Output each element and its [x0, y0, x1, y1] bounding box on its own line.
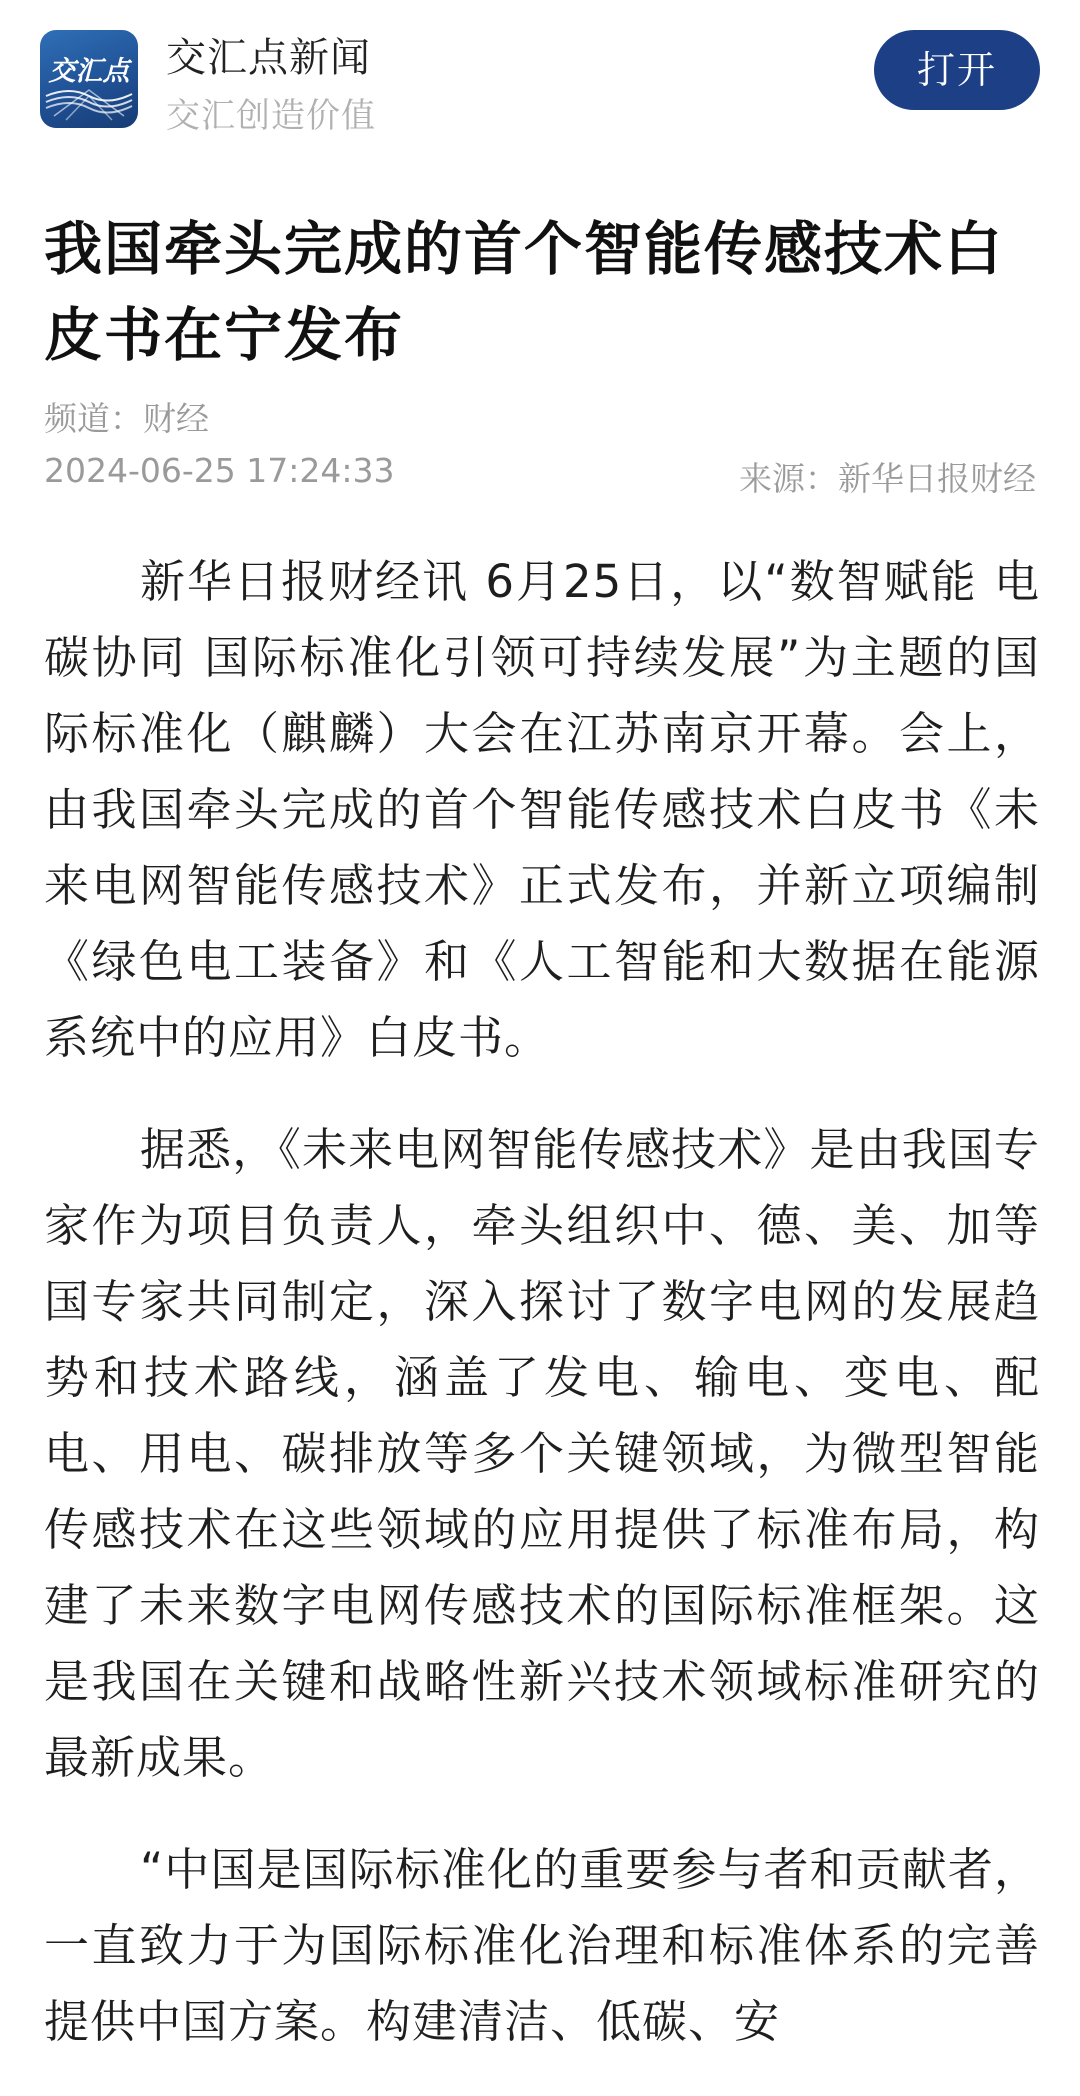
- open-app-button[interactable]: 打开: [874, 30, 1040, 110]
- logo-text: 交汇点: [48, 56, 130, 87]
- app-download-bar: [0, 0, 1080, 150]
- article-paragraph: 据悉，《未来电网智能传感技术》是由我国专家作为项目负责人，牵头组织中、德、美、加等国专家共同制定，深入探讨了数字电网的发展趋势和技术路线，涵盖了发电、输电、变电、配电、用电、碳排放等多个关键领域，为微型智能传感技术在这些领域的应用提供了标准布局，构建了未来数字电网传感技术的国际标准框架。这是我国在关键和战略性新兴技术领域标准研究的最新成果。: [44, 1123, 1040, 1784]
- logo-graphic: [40, 30, 138, 128]
- article-source: 来源：新华日报财经: [739, 459, 1036, 498]
- article-title: 我国牵头完成的首个智能传感技术白皮书在宁发布: [44, 215, 1005, 369]
- app-slogan: 交汇创造价值: [166, 96, 376, 136]
- app-name: 交汇点新闻: [166, 35, 371, 81]
- article-channel[interactable]: 频道：财经: [44, 399, 209, 438]
- article-paragraph: 新华日报财经讯 6月25日，以“数智赋能 电碳协同 国际标准化引领可持续发展”为主题的国际标准化（麒麟）大会在江苏南京开幕。会上，由我国牵头完成的首个智能传感技术白皮书《未来电网智能传感技术》正式发布，并新立项编制《绿色电工装备》和《人工智能和大数据在能源系统中的应用》白皮书。: [44, 555, 1040, 1064]
- article-paragraph: “中国是国际标准化的重要参与者和贡献者，一直致力于为国际标准化治理和标准体系的完善提供中国方案。构建清洁、低碳、安: [44, 1843, 1040, 2048]
- article-datetime: 2024-06-25 17:24:33: [44, 451, 395, 490]
- app-logo[interactable]: [40, 30, 138, 128]
- article-body: [44, 544, 1040, 2096]
